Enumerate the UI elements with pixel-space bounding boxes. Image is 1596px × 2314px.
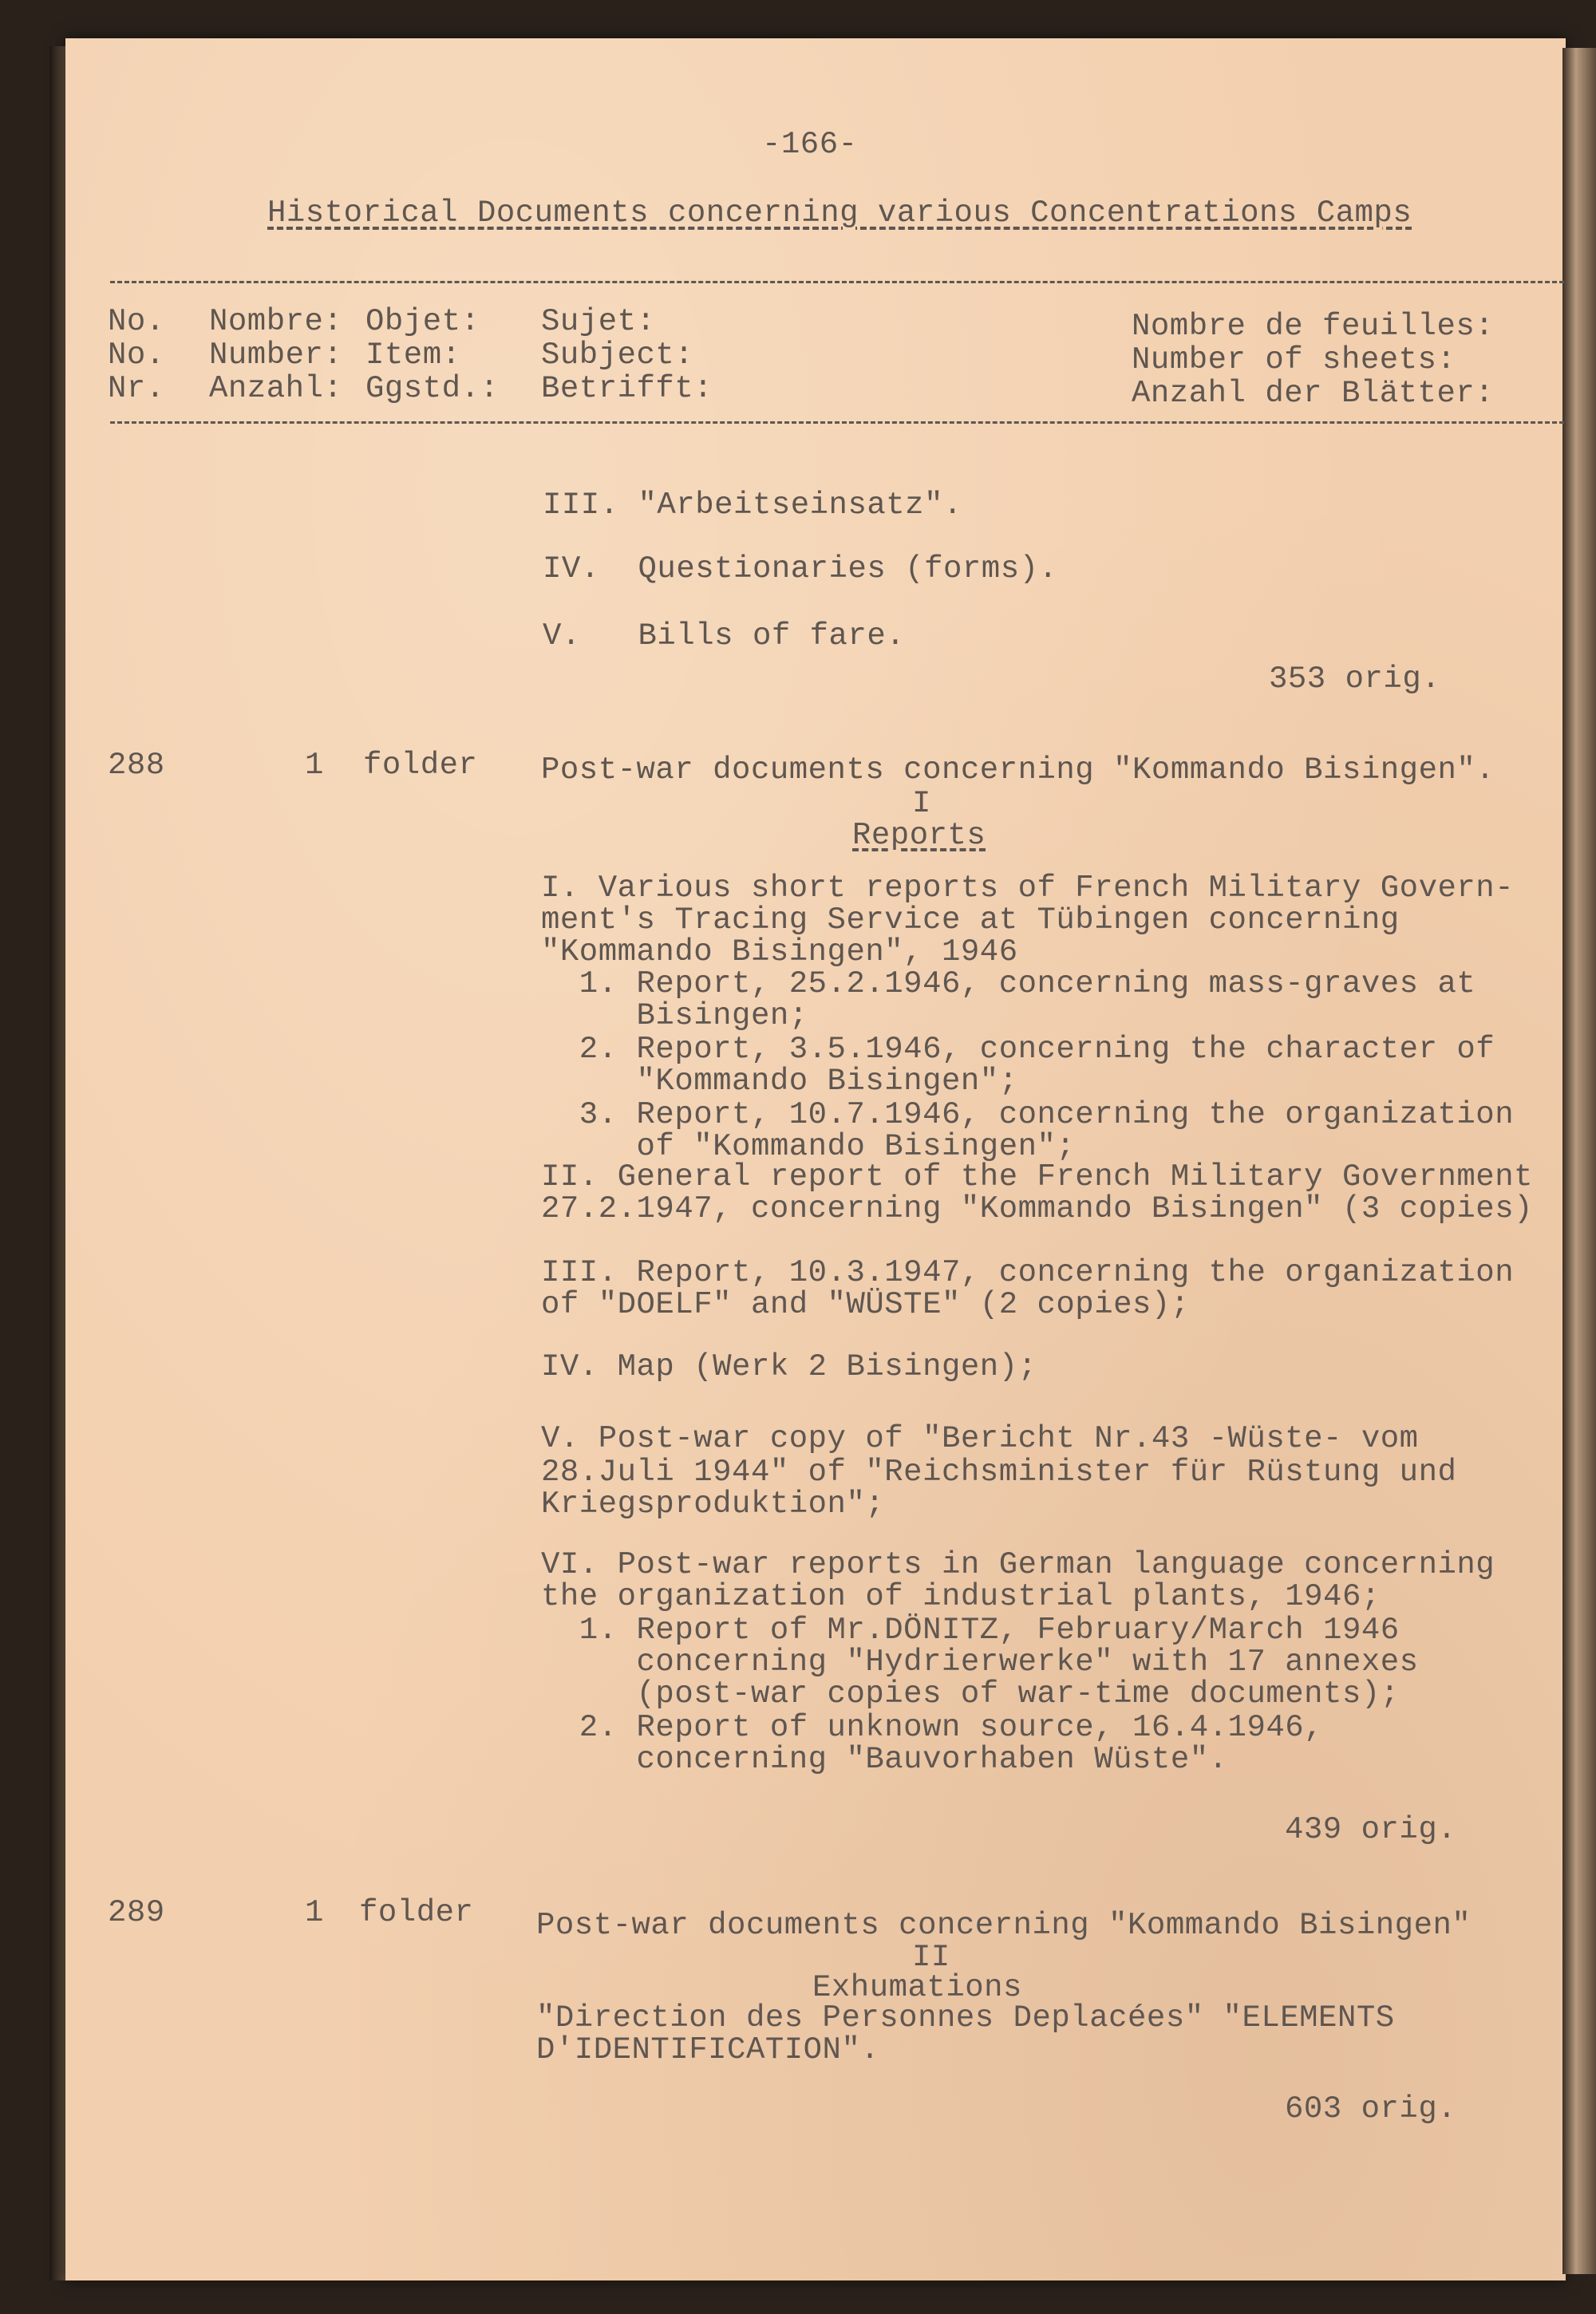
continuation-line: III. "Arbeitseinsatz".	[543, 488, 962, 523]
entry-item: folder	[359, 1895, 474, 1930]
entry-number: 1	[305, 1895, 324, 1930]
entry-line: 3. Report, 10.7.1946, concerning the organization	[541, 1097, 1515, 1132]
entry-line: of "Kommando Bisingen";	[541, 1129, 1076, 1164]
binding-edge	[49, 46, 67, 2280]
entry-no: 289	[108, 1895, 165, 1930]
entry-line: III. Report, 10.3.1947, concerning the organization	[541, 1255, 1515, 1290]
continuation-line: IV. Questionaries (forms).	[543, 551, 1058, 586]
header-no: Nr.	[108, 371, 165, 406]
entry-heading: Reports	[852, 818, 986, 853]
entry-item: folder	[363, 748, 478, 783]
header-item: Ggstd.:	[365, 371, 500, 406]
entry-line: 2. Report of unknown source, 16.4.1946,	[541, 1710, 1324, 1745]
entry-line: 27.2.1947, concerning "Kommando Bisingen" (3 copies)	[541, 1191, 1533, 1226]
entry-line: "Direction des Personnes Deplacées" "ELEMENTS	[536, 2000, 1395, 2036]
header-no: No.	[108, 304, 165, 339]
entry-line: Bisingen;	[541, 998, 808, 1033]
entry-roman-numeral: I	[912, 786, 931, 821]
header-item: Item:	[365, 338, 461, 373]
header-subject: Subject:	[541, 338, 694, 373]
header-number: Number:	[209, 338, 343, 373]
entry-line: VI. Post-war reports in German language concerning	[541, 1547, 1495, 1582]
entry-line: I. Various short reports of French Military Govern-	[541, 871, 1515, 906]
entry-line: II. General report of the French Military Government	[541, 1159, 1533, 1195]
entry-line: "Kommando Bisingen", 1946	[541, 934, 1018, 969]
header-no: No.	[108, 338, 165, 373]
continuation-line: V. Bills of fare.	[543, 618, 906, 654]
header-sheets: Anzahl der Blätter:	[1132, 376, 1495, 411]
header-subject: Sujet:	[541, 304, 656, 339]
entry-line: of "DOELF" and "WÜSTE" (2 copies);	[541, 1287, 1190, 1322]
sheet-count: 353 orig.	[1269, 661, 1441, 697]
entry-line: IV. Map (Werk 2 Bisingen);	[541, 1349, 1037, 1384]
entry-line: 1. Report of Mr.DÖNITZ, February/March 1946	[541, 1613, 1400, 1648]
page-number: -166-	[762, 127, 858, 162]
entry-number: 1	[305, 748, 324, 783]
entry-line: 28.Juli 1944" of "Reichsminister für Rüstung und	[541, 1455, 1457, 1490]
entry-subject: Post-war documents concerning "Kommando Bisingen"	[536, 1908, 1472, 1943]
header-number: Nombre:	[209, 304, 343, 339]
entry-subject: Post-war documents concerning "Kommando Bisingen".	[541, 752, 1495, 788]
next-page-edge	[1562, 48, 1596, 2274]
entry-line: D'IDENTIFICATION".	[536, 2032, 880, 2067]
header-number: Anzahl:	[209, 371, 343, 406]
entry-line: 2. Report, 3.5.1946, concerning the character of	[541, 1032, 1495, 1067]
header-rule-bottom	[110, 421, 1564, 424]
entry-line: the organization of industrial plants, 1946;	[541, 1579, 1381, 1614]
entry-line: concerning "Hydrierwerke" with 17 annexes	[541, 1645, 1419, 1680]
entry-line: "Kommando Bisingen";	[541, 1064, 1018, 1099]
header-sheets: Nombre de feuilles:	[1132, 309, 1495, 344]
entry-line: concerning "Bauvorhaben Wüste".	[541, 1742, 1228, 1777]
header-item: Objet:	[365, 304, 480, 339]
sheet-count: 439 orig.	[1285, 1812, 1457, 1847]
entry-heading: Exhumations	[812, 1970, 1022, 2005]
entry-roman-numeral: II	[912, 1940, 950, 1975]
entry-line: ment's Tracing Service at Tübingen concerning	[541, 902, 1400, 938]
entry-line: 1. Report, 25.2.1946, concerning mass-graves at	[541, 966, 1476, 1001]
page-title: Historical Documents concerning various Concentrations Camps	[267, 195, 1412, 231]
header-sheets: Number of sheets:	[1132, 342, 1456, 377]
entry-line: (post-war copies of war-time documents);	[541, 1676, 1400, 1712]
entry-line: Kriegsproduktion";	[541, 1487, 885, 1522]
header-rule-top	[110, 281, 1564, 283]
entry-line: V. Post-war copy of "Bericht Nr.43 -Wüste- vom	[541, 1421, 1419, 1456]
sheet-count: 603 orig.	[1285, 2091, 1457, 2126]
header-subject: Betrifft:	[541, 371, 713, 406]
entry-no: 288	[108, 748, 165, 783]
